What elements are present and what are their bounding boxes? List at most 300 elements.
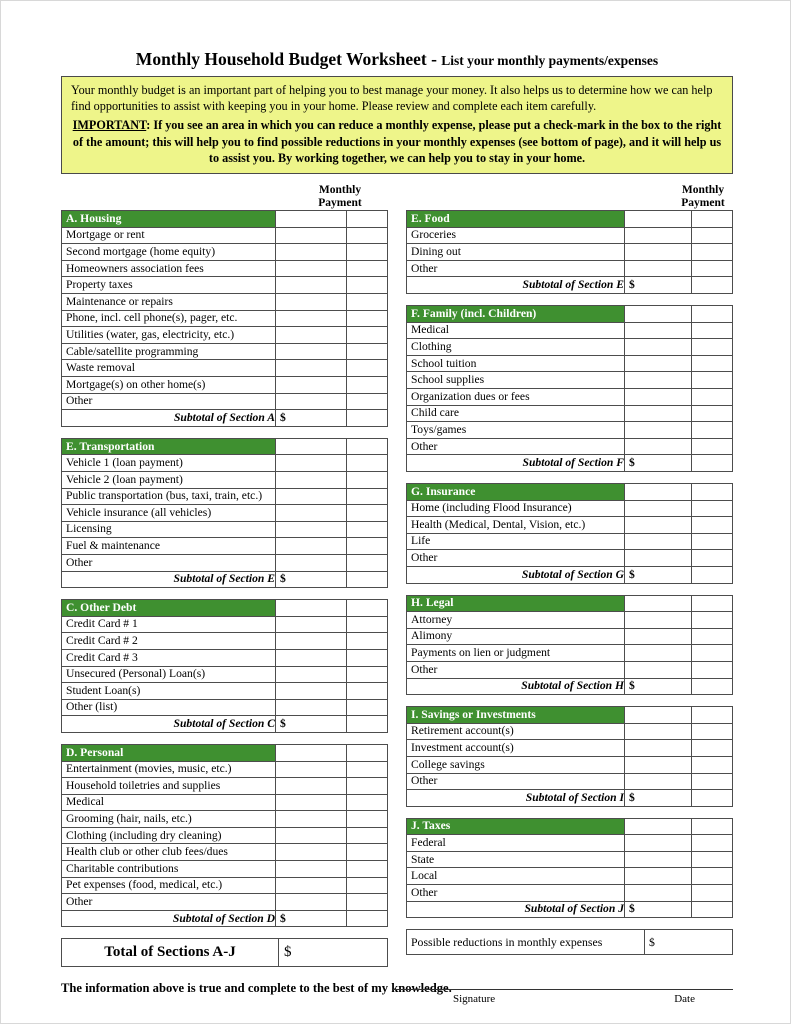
expense-label: Groceries bbox=[407, 227, 625, 244]
reduction-checkbox[interactable] bbox=[347, 488, 388, 505]
subtotal-row bbox=[407, 790, 733, 807]
section-header-row bbox=[407, 484, 733, 501]
section-header-spacer bbox=[692, 211, 733, 228]
subtotal-row bbox=[62, 410, 388, 427]
reduction-checkbox[interactable] bbox=[692, 885, 733, 902]
amount-field[interactable] bbox=[625, 372, 692, 389]
amount-field[interactable] bbox=[625, 756, 692, 773]
table-row bbox=[407, 438, 733, 455]
amount-field[interactable] bbox=[625, 405, 692, 422]
reduction-checkbox[interactable] bbox=[692, 260, 733, 277]
expense-label: Entertainment (movies, music, etc.) bbox=[62, 761, 276, 778]
reduction-checkbox[interactable] bbox=[347, 554, 388, 571]
right-monthly-payment-header bbox=[406, 184, 733, 210]
expense-label: Student Loan(s) bbox=[62, 683, 276, 700]
expense-label: Unsecured (Personal) Loan(s) bbox=[62, 666, 276, 683]
reduction-checkbox[interactable] bbox=[347, 778, 388, 795]
table-row bbox=[407, 628, 733, 645]
subtotal-label: Subtotal of Section C bbox=[62, 716, 276, 733]
subtotal-label: Subtotal of Section H bbox=[407, 678, 625, 695]
grand-total-table bbox=[61, 938, 388, 967]
section-header-spacer bbox=[625, 484, 692, 501]
table-row bbox=[62, 360, 388, 377]
table-row bbox=[62, 244, 388, 261]
page-title-main: Monthly Household Budget Worksheet - bbox=[135, 49, 442, 69]
reduction-checkbox[interactable] bbox=[692, 500, 733, 517]
reduction-checkbox[interactable] bbox=[347, 360, 388, 377]
reduction-checkbox[interactable] bbox=[692, 517, 733, 534]
section-header-spacer bbox=[625, 818, 692, 835]
section-header-spacer bbox=[347, 211, 388, 228]
possible-reductions-table bbox=[406, 929, 733, 955]
table-row bbox=[407, 500, 733, 517]
amount-field[interactable] bbox=[276, 811, 347, 828]
section-header-spacer bbox=[347, 438, 388, 455]
subtotal-value[interactable]: $ bbox=[276, 571, 347, 588]
section-header: H. Legal bbox=[407, 595, 625, 612]
table-row bbox=[407, 405, 733, 422]
expense-label: Second mortgage (home equity) bbox=[62, 244, 276, 261]
amount-field[interactable] bbox=[276, 778, 347, 795]
reduction-checkbox[interactable] bbox=[692, 835, 733, 852]
expense-label: Other (list) bbox=[62, 699, 276, 716]
reduction-checkbox[interactable] bbox=[692, 355, 733, 372]
reduction-checkbox[interactable] bbox=[347, 472, 388, 489]
reduction-checkbox[interactable] bbox=[347, 811, 388, 828]
table-row bbox=[62, 666, 388, 683]
reduction-checkbox[interactable] bbox=[692, 227, 733, 244]
grand-total-value[interactable]: $ bbox=[279, 939, 388, 967]
expense-label: Medical bbox=[62, 794, 276, 811]
reduction-checkbox[interactable] bbox=[347, 277, 388, 294]
table-row bbox=[62, 844, 388, 861]
reduction-checkbox[interactable] bbox=[692, 612, 733, 629]
section-table bbox=[61, 744, 388, 928]
expense-label: Other bbox=[407, 438, 625, 455]
section-table bbox=[61, 599, 388, 733]
subtotal-label: Subtotal of Section D bbox=[62, 910, 276, 927]
payment-label: Payment bbox=[318, 196, 362, 209]
section-header-row bbox=[407, 211, 733, 228]
section-header: E. Food bbox=[407, 211, 625, 228]
reduction-checkbox[interactable] bbox=[347, 666, 388, 683]
reduction-checkbox[interactable] bbox=[347, 761, 388, 778]
reduction-checkbox[interactable] bbox=[347, 794, 388, 811]
expense-label: Grooming (hair, nails, etc.) bbox=[62, 811, 276, 828]
expense-label: Fuel & maintenance bbox=[62, 538, 276, 555]
amount-field[interactable] bbox=[625, 422, 692, 439]
amount-field[interactable] bbox=[625, 773, 692, 790]
section-table bbox=[406, 305, 733, 472]
expense-label: Dining out bbox=[407, 244, 625, 261]
reduction-checkbox[interactable] bbox=[347, 521, 388, 538]
reduction-checkbox[interactable] bbox=[347, 683, 388, 700]
amount-field[interactable] bbox=[276, 488, 347, 505]
table-row bbox=[407, 885, 733, 902]
subtotal-label: Subtotal of Section G bbox=[407, 566, 625, 583]
amount-field[interactable] bbox=[625, 355, 692, 372]
amount-field[interactable] bbox=[276, 377, 347, 394]
amount-field[interactable] bbox=[625, 740, 692, 757]
table-row bbox=[407, 372, 733, 389]
amount-field[interactable] bbox=[276, 294, 347, 311]
amount-field[interactable] bbox=[276, 521, 347, 538]
subtotal-value[interactable]: $ bbox=[625, 566, 692, 583]
expense-label: School supplies bbox=[407, 372, 625, 389]
expense-label: Vehicle 2 (loan payment) bbox=[62, 472, 276, 489]
subtotal-label: Subtotal of Section F bbox=[407, 455, 625, 472]
expense-label: College savings bbox=[407, 756, 625, 773]
reduction-checkbox[interactable] bbox=[692, 628, 733, 645]
table-row bbox=[407, 612, 733, 629]
table-row bbox=[62, 649, 388, 666]
possible-reductions-label: Possible reductions in monthly expenses bbox=[407, 930, 645, 955]
subtotal-value[interactable]: $ bbox=[625, 277, 692, 294]
table-row bbox=[62, 294, 388, 311]
left-monthly-payment-header bbox=[61, 184, 388, 210]
amount-field[interactable] bbox=[276, 861, 347, 878]
amount-field[interactable] bbox=[276, 761, 347, 778]
reduction-checkbox[interactable] bbox=[347, 227, 388, 244]
expense-label: Local bbox=[407, 868, 625, 885]
reduction-checkbox[interactable] bbox=[692, 438, 733, 455]
amount-field[interactable] bbox=[276, 649, 347, 666]
table-row bbox=[407, 355, 733, 372]
section-header: E. Transportation bbox=[62, 438, 276, 455]
amount-field[interactable] bbox=[276, 393, 347, 410]
section-header-row bbox=[62, 600, 388, 617]
right-column bbox=[406, 184, 733, 967]
table-row bbox=[407, 756, 733, 773]
possible-reductions-value[interactable]: $ bbox=[645, 930, 733, 955]
amount-field[interactable] bbox=[276, 844, 347, 861]
section-header-spacer bbox=[625, 211, 692, 228]
amount-field[interactable] bbox=[276, 683, 347, 700]
reduction-checkbox[interactable] bbox=[692, 422, 733, 439]
section-table bbox=[406, 818, 733, 919]
amount-field[interactable] bbox=[276, 227, 347, 244]
reduction-checkbox[interactable] bbox=[347, 844, 388, 861]
reduction-checkbox[interactable] bbox=[347, 327, 388, 344]
reduction-checkbox[interactable] bbox=[347, 310, 388, 327]
reduction-checkbox[interactable] bbox=[347, 633, 388, 650]
table-row bbox=[62, 633, 388, 650]
section-header-spacer bbox=[692, 818, 733, 835]
table-row bbox=[407, 322, 733, 339]
section-header-spacer bbox=[692, 484, 733, 501]
amount-field[interactable] bbox=[625, 628, 692, 645]
amount-field[interactable] bbox=[625, 723, 692, 740]
amount-field[interactable] bbox=[625, 661, 692, 678]
expense-label: Life bbox=[407, 533, 625, 550]
amount-field[interactable] bbox=[625, 438, 692, 455]
amount-field[interactable] bbox=[276, 616, 347, 633]
subtotal-value[interactable]: $ bbox=[276, 410, 347, 427]
section-header-row bbox=[62, 438, 388, 455]
intro-box bbox=[61, 76, 733, 174]
subtotal-label: Subtotal of Section E bbox=[62, 571, 276, 588]
reduction-checkbox[interactable] bbox=[347, 455, 388, 472]
table-row bbox=[62, 227, 388, 244]
reduction-checkbox[interactable] bbox=[692, 661, 733, 678]
subtotal-row bbox=[407, 678, 733, 695]
amount-field[interactable] bbox=[625, 550, 692, 567]
subtotal-value[interactable]: $ bbox=[276, 716, 347, 733]
table-row bbox=[62, 827, 388, 844]
amount-field[interactable] bbox=[276, 877, 347, 894]
footer bbox=[61, 981, 733, 1027]
table-row bbox=[62, 327, 388, 344]
table-row bbox=[407, 835, 733, 852]
subtotal-label: Subtotal of Section J bbox=[407, 901, 625, 918]
amount-field[interactable] bbox=[276, 538, 347, 555]
amount-field[interactable] bbox=[276, 455, 347, 472]
section-header-spacer bbox=[625, 595, 692, 612]
intro-paragraph-1: Your monthly budget is an important part of helping you to best manage your money. It also helps us to determine how we can help find opportunities to assist with keeping you in your home. Please review and complete each item carefully. bbox=[71, 83, 713, 114]
table-row bbox=[407, 851, 733, 868]
reduction-checkbox[interactable] bbox=[692, 723, 733, 740]
table-row bbox=[62, 761, 388, 778]
expense-label: School tuition bbox=[407, 355, 625, 372]
amount-field[interactable] bbox=[276, 794, 347, 811]
subtotal-spacer bbox=[692, 277, 733, 294]
expense-label: Toys/games bbox=[407, 422, 625, 439]
amount-field[interactable] bbox=[625, 868, 692, 885]
expense-label: Federal bbox=[407, 835, 625, 852]
amount-field[interactable] bbox=[276, 633, 347, 650]
amount-field[interactable] bbox=[625, 885, 692, 902]
reduction-checkbox[interactable] bbox=[347, 538, 388, 555]
section-header: J. Taxes bbox=[407, 818, 625, 835]
amount-field[interactable] bbox=[625, 260, 692, 277]
table-row bbox=[407, 389, 733, 406]
subtotal-spacer bbox=[692, 455, 733, 472]
section-header-spacer bbox=[692, 707, 733, 724]
section-header: G. Insurance bbox=[407, 484, 625, 501]
table-row bbox=[62, 538, 388, 555]
amount-field[interactable] bbox=[625, 645, 692, 662]
payment-label: Payment bbox=[681, 196, 725, 209]
section-header-spacer bbox=[692, 306, 733, 323]
expense-label: Other bbox=[62, 393, 276, 410]
subtotal-value[interactable]: $ bbox=[625, 790, 692, 807]
amount-field[interactable] bbox=[276, 360, 347, 377]
amount-field[interactable] bbox=[625, 835, 692, 852]
expense-label: State bbox=[407, 851, 625, 868]
amount-field[interactable] bbox=[276, 699, 347, 716]
signature-label: Signature bbox=[453, 993, 496, 1006]
worksheet-content bbox=[61, 49, 733, 1027]
intro-paragraph-2 bbox=[71, 117, 723, 166]
section-header-spacer bbox=[692, 595, 733, 612]
table-row bbox=[62, 554, 388, 571]
section-header-spacer bbox=[625, 306, 692, 323]
right-sections-container bbox=[406, 210, 733, 918]
date-label: Date bbox=[674, 993, 695, 1006]
table-row bbox=[62, 277, 388, 294]
grand-total-row bbox=[62, 939, 388, 967]
expense-label: Public transportation (bus, taxi, train, etc.) bbox=[62, 488, 276, 505]
subtotal-value[interactable]: $ bbox=[625, 678, 692, 695]
page-title bbox=[61, 49, 733, 70]
table-row bbox=[62, 616, 388, 633]
table-row bbox=[62, 310, 388, 327]
reduction-checkbox[interactable] bbox=[347, 861, 388, 878]
reduction-checkbox[interactable] bbox=[692, 244, 733, 261]
reduction-checkbox[interactable] bbox=[692, 740, 733, 757]
reduction-checkbox[interactable] bbox=[692, 851, 733, 868]
reduction-checkbox[interactable] bbox=[692, 756, 733, 773]
amount-field[interactable] bbox=[276, 244, 347, 261]
page-title-sub: List your monthly payments/expenses bbox=[441, 53, 659, 68]
amount-field[interactable] bbox=[625, 322, 692, 339]
table-row bbox=[62, 377, 388, 394]
expense-label: Other bbox=[62, 554, 276, 571]
reduction-checkbox[interactable] bbox=[692, 773, 733, 790]
expense-label: Vehicle insurance (all vehicles) bbox=[62, 505, 276, 522]
table-row bbox=[62, 794, 388, 811]
section-header-spacer bbox=[276, 744, 347, 761]
reduction-checkbox[interactable] bbox=[692, 372, 733, 389]
table-row bbox=[62, 472, 388, 489]
amount-field[interactable] bbox=[625, 851, 692, 868]
expense-label: Homeowners association fees bbox=[62, 260, 276, 277]
expense-label: Health (Medical, Dental, Vision, etc.) bbox=[407, 517, 625, 534]
table-row bbox=[407, 773, 733, 790]
amount-field[interactable] bbox=[276, 260, 347, 277]
amount-field[interactable] bbox=[276, 827, 347, 844]
reduction-checkbox[interactable] bbox=[347, 244, 388, 261]
table-row bbox=[62, 393, 388, 410]
reduction-checkbox[interactable] bbox=[347, 827, 388, 844]
reduction-checkbox[interactable] bbox=[347, 260, 388, 277]
left-sections-container bbox=[61, 210, 388, 927]
reduction-checkbox[interactable] bbox=[692, 339, 733, 356]
amount-field[interactable] bbox=[625, 227, 692, 244]
section-header: D. Personal bbox=[62, 744, 276, 761]
expense-label: Property taxes bbox=[62, 277, 276, 294]
expense-label: Charitable contributions bbox=[62, 861, 276, 878]
subtotal-spacer bbox=[692, 566, 733, 583]
expense-label: Retirement account(s) bbox=[407, 723, 625, 740]
reduction-checkbox[interactable] bbox=[347, 343, 388, 360]
expense-label: Mortgage or rent bbox=[62, 227, 276, 244]
expense-label: Cable/satellite programming bbox=[62, 343, 276, 360]
subtotal-label: Subtotal of Section E bbox=[407, 277, 625, 294]
amount-field[interactable] bbox=[625, 500, 692, 517]
expense-label: Waste removal bbox=[62, 360, 276, 377]
section-table bbox=[406, 483, 733, 584]
amount-field[interactable] bbox=[625, 339, 692, 356]
intro-paragraph-2-text: : If you see an area in which you can reduce a monthly expense, please put a check-mark in the box to the right of the amount; this will help you to find possible reductions in your monthly expenses (see bottom of page), and it will help us to assist you. By working together, we can help you to stay in your home. bbox=[72, 118, 722, 165]
amount-field[interactable] bbox=[276, 894, 347, 911]
reduction-checkbox[interactable] bbox=[692, 389, 733, 406]
reduction-checkbox[interactable] bbox=[347, 699, 388, 716]
amount-field[interactable] bbox=[625, 389, 692, 406]
amount-field[interactable] bbox=[276, 343, 347, 360]
reduction-checkbox[interactable] bbox=[692, 550, 733, 567]
subtotal-value[interactable]: $ bbox=[625, 901, 692, 918]
left-column bbox=[61, 184, 388, 967]
table-row bbox=[407, 339, 733, 356]
amount-field[interactable] bbox=[625, 517, 692, 534]
table-row bbox=[62, 505, 388, 522]
subtotal-label: Subtotal of Section I bbox=[407, 790, 625, 807]
reduction-checkbox[interactable] bbox=[692, 868, 733, 885]
table-row bbox=[62, 861, 388, 878]
amount-field[interactable] bbox=[625, 244, 692, 261]
amount-field[interactable] bbox=[276, 327, 347, 344]
reduction-checkbox[interactable] bbox=[347, 505, 388, 522]
table-row bbox=[407, 533, 733, 550]
expense-label: Pet expenses (food, medical, etc.) bbox=[62, 877, 276, 894]
signature-area bbox=[393, 989, 733, 1005]
table-row bbox=[62, 343, 388, 360]
reduction-checkbox[interactable] bbox=[347, 616, 388, 633]
amount-field[interactable] bbox=[276, 505, 347, 522]
reduction-checkbox[interactable] bbox=[692, 533, 733, 550]
reduction-checkbox[interactable] bbox=[692, 645, 733, 662]
reduction-checkbox[interactable] bbox=[692, 322, 733, 339]
reduction-checkbox[interactable] bbox=[347, 393, 388, 410]
monthly-label: Monthly bbox=[681, 184, 725, 197]
section-header-spacer bbox=[276, 211, 347, 228]
subtotal-label: Subtotal of Section A bbox=[62, 410, 276, 427]
table-row bbox=[62, 455, 388, 472]
section-header-spacer bbox=[276, 600, 347, 617]
amount-field[interactable] bbox=[276, 277, 347, 294]
expense-label: Licensing bbox=[62, 521, 276, 538]
subtotal-value[interactable]: $ bbox=[276, 910, 347, 927]
section-table bbox=[406, 706, 733, 807]
amount-field[interactable] bbox=[625, 612, 692, 629]
section-header-row bbox=[407, 707, 733, 724]
subtotal-row bbox=[407, 455, 733, 472]
amount-field[interactable] bbox=[625, 533, 692, 550]
section-header-row bbox=[407, 306, 733, 323]
section-header-spacer bbox=[347, 744, 388, 761]
reduction-checkbox[interactable] bbox=[347, 649, 388, 666]
reduction-checkbox[interactable] bbox=[347, 294, 388, 311]
table-row bbox=[407, 740, 733, 757]
important-label: IMPORTANT bbox=[72, 118, 147, 133]
expense-label: Credit Card # 3 bbox=[62, 649, 276, 666]
expense-label: Attorney bbox=[407, 612, 625, 629]
subtotal-spacer bbox=[692, 901, 733, 918]
subtotal-spacer bbox=[692, 790, 733, 807]
expense-label: Medical bbox=[407, 322, 625, 339]
columns-wrapper bbox=[61, 184, 733, 967]
table-row bbox=[62, 683, 388, 700]
reduction-checkbox[interactable] bbox=[692, 405, 733, 422]
amount-field[interactable] bbox=[276, 554, 347, 571]
expense-label: Other bbox=[407, 661, 625, 678]
amount-field[interactable] bbox=[276, 666, 347, 683]
subtotal-value[interactable]: $ bbox=[625, 455, 692, 472]
expense-label: Health club or other club fees/dues bbox=[62, 844, 276, 861]
amount-field[interactable] bbox=[276, 310, 347, 327]
table-row bbox=[407, 260, 733, 277]
table-row bbox=[407, 227, 733, 244]
subtotal-spacer bbox=[347, 716, 388, 733]
reduction-checkbox[interactable] bbox=[347, 877, 388, 894]
amount-field[interactable] bbox=[276, 472, 347, 489]
reduction-checkbox[interactable] bbox=[347, 894, 388, 911]
reduction-checkbox[interactable] bbox=[347, 377, 388, 394]
table-row bbox=[407, 645, 733, 662]
section-table bbox=[406, 595, 733, 696]
section-header-row bbox=[62, 211, 388, 228]
